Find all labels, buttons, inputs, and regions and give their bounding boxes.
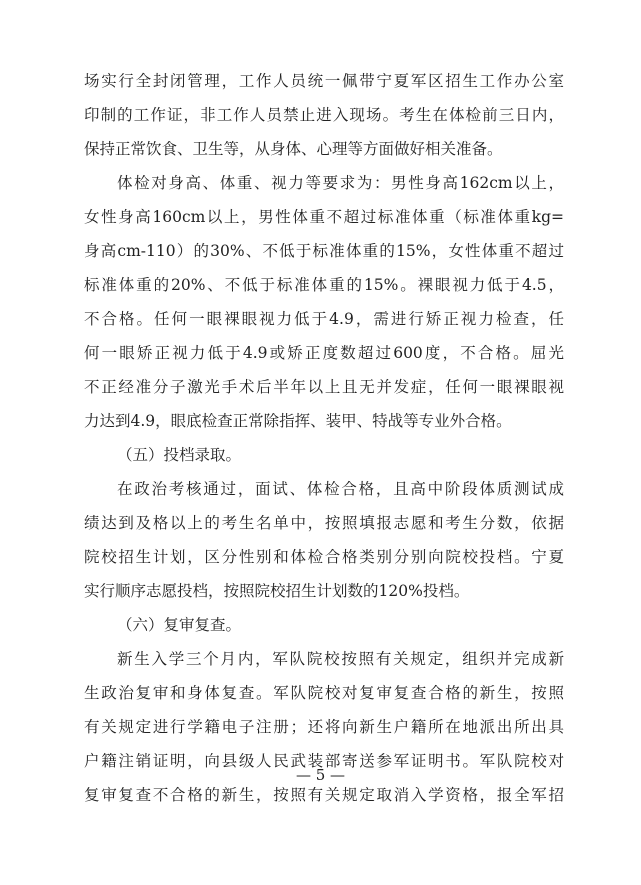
text-line: 复审复查不合格的新生，按照有关规定取消入学资格，报全军招 bbox=[84, 786, 564, 804]
section-heading: （六）复审复查。 bbox=[117, 616, 242, 634]
section-heading: （五）投档录取。 bbox=[117, 446, 242, 464]
text-line: 力达到4.9，眼底检查正常除指挥、装甲、特战等专业外合格。 bbox=[84, 412, 512, 430]
text-line: 体检对身高、体重、视力等要求为：男性身高162cm以上， bbox=[117, 174, 564, 192]
text-line: 不合格。任何一眼裸眼视力低于4.9，需进行矫正视力检查，任 bbox=[84, 310, 564, 328]
text-line: 何一眼矫正视力低于4.9或矫正度数超过600度，不合格。屈光 bbox=[84, 344, 564, 362]
text-line: 生政治复审和身体复查。军队院校对复审复查合格的新生，按照 bbox=[84, 684, 564, 702]
text-line: 标准体重的20%、不低于标准体重的15%。裸眼视力低于4.5， bbox=[84, 276, 564, 294]
text-line: 有关规定进行学籍电子注册；还将向新生户籍所在地派出所出具 bbox=[84, 718, 564, 736]
text-line: 印制的工作证，非工作人员禁止进入现场。考生在体检前三日内， bbox=[84, 106, 564, 124]
text-line: 不正经准分子激光手术后半年以上且无并发症，任何一眼裸眼视 bbox=[84, 378, 564, 396]
text-line: 绩达到及格以上的考生名单中，按照填报志愿和考生分数，依据 bbox=[84, 514, 564, 532]
text-line: 院校招生计划，区分性别和体检合格类别分别向院校投档。宁夏 bbox=[84, 548, 564, 566]
text-line: 保持正常饮食、卫生等，从身体、心理等方面做好相关准备。 bbox=[84, 140, 503, 158]
text-line: 身高cm-110）的30%、不低于标准体重的15%，女性体重不超过 bbox=[84, 242, 564, 260]
text-line: 在政治考核通过，面试、体检合格，且高中阶段体质测试成 bbox=[117, 480, 564, 498]
text-line: 女性身高160cm以上，男性体重不超过标准体重（标准体重kg= bbox=[84, 208, 564, 226]
text-line: 实行顺序志愿投档，按照院校招生计划数的120%投档。 bbox=[84, 582, 470, 600]
text-line: 新生入学三个月内，军队院校按照有关规定，组织并完成新 bbox=[117, 650, 564, 668]
document-body bbox=[84, 64, 564, 812]
page-number: — 5 — bbox=[295, 766, 346, 784]
text-line: 场实行全封闭管理，工作人员统一佩带宁夏军区招生工作办公室 bbox=[84, 72, 564, 90]
text-line: 户籍注销证明，向县级人民武装部寄送参军证明书。军队院校对 bbox=[84, 752, 564, 770]
